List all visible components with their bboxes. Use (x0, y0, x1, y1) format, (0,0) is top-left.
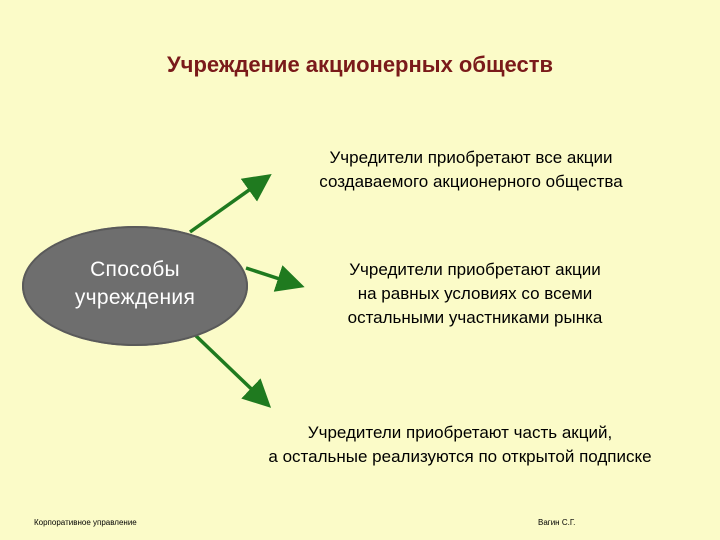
center-label: Способы учреждения (74, 258, 196, 309)
arrow-to-outcome-2 (246, 268, 298, 285)
arrow-to-outcome-1 (190, 178, 266, 232)
outcome-3: Учредители приобретают часть акций, а остальные реализуются по открытой подписке (268, 423, 652, 466)
outcome-2: Учредители приобретают акции на равных условиях со всеми остальными участниками рынка (347, 260, 603, 327)
footer-left: Корпоративное управление (34, 518, 137, 527)
footer-right: Вагин С.Г. (538, 518, 576, 527)
outcome-1: Учредители приобретают все акции создаваемого акционерного общества (319, 148, 623, 191)
arrow-to-outcome-3 (193, 333, 266, 403)
slide-title: Учреждение акционерных обществ (167, 52, 553, 77)
